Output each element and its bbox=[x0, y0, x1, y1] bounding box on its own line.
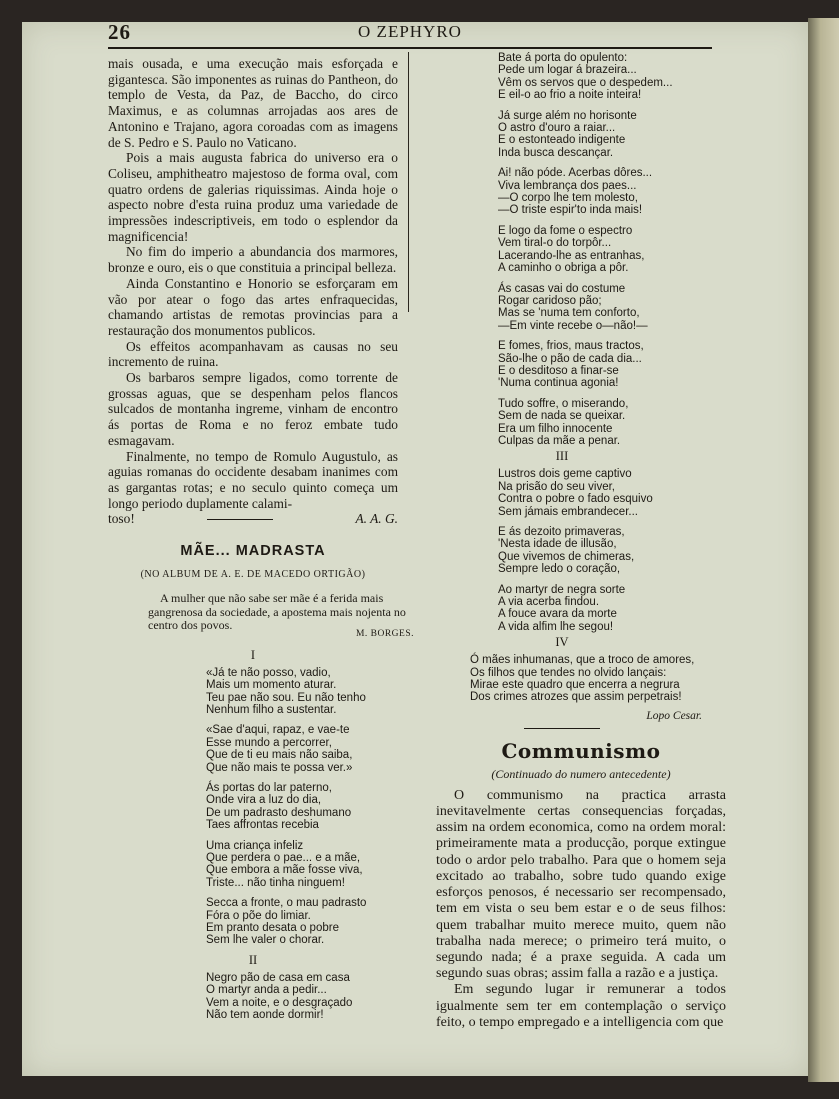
poem-line: A via acerba findou. bbox=[498, 596, 600, 609]
poem-line: 'Numa continua agonia! bbox=[498, 377, 619, 390]
poem-line: Mas se 'numa tem conforto, bbox=[498, 307, 640, 320]
poem-line: Que de ti eu mais não saiba, bbox=[206, 749, 353, 762]
poem-line: A caminho o obriga a pôr. bbox=[498, 262, 629, 275]
poem-line: Triste... não tinha ninguem! bbox=[206, 876, 345, 889]
poem-line: Que não mais te possa ver.» bbox=[206, 761, 353, 774]
poem-line: Ás casas vai do costume bbox=[498, 282, 626, 295]
poem-stanza bbox=[498, 283, 712, 333]
poem-line: Ai! não póde. Acerbas dôres... bbox=[498, 167, 653, 180]
poem-line: Sem de nada se queixar. bbox=[498, 410, 626, 423]
poem-line: A fouce avara da morte bbox=[498, 608, 617, 621]
poem-line: Tudo soffre, o miserando, bbox=[498, 397, 629, 410]
poem-part-numeral: III bbox=[555, 449, 569, 464]
poem-stanza bbox=[206, 840, 398, 890]
poem-line: Fóra o põe do limiar. bbox=[206, 909, 311, 922]
poem-part-numeral: IV bbox=[555, 635, 569, 650]
poem-line: De um padrasto deshumano bbox=[206, 806, 352, 819]
article-rome bbox=[108, 56, 398, 527]
poem-line: Que perdera o pae... e a mãe, bbox=[206, 852, 361, 864]
article-communismo bbox=[436, 739, 726, 1031]
epigraph-text: A mulher que não sabe ser mãe é a ferida mais gangrenosa da sociedade, a apostema mais nojenta no centro dos povos. bbox=[148, 591, 406, 632]
article-paragraph: Finalmente, no tempo de Romulo Augustulo, as aguias romanas do occidente desabam inanimes com as gargantas rotas; e no seculo quinto começa um longo periodo duplamente calami- bbox=[108, 448, 398, 511]
poem-line: Uma criança infeliz bbox=[206, 839, 304, 852]
last-word: toso! bbox=[108, 511, 135, 527]
poem-line: Pede um logar á brazeira... bbox=[498, 64, 637, 77]
poem-line: Sem lhe valer o chorar. bbox=[206, 934, 325, 947]
poem-line: «Sae d'aqui, rapaz, e vae-te bbox=[206, 724, 350, 737]
poem-line: Os filhos que tendes no olvido lançais: bbox=[470, 666, 667, 679]
poem-stanza bbox=[206, 667, 398, 717]
page-header bbox=[108, 20, 712, 44]
poem-stanza bbox=[498, 340, 712, 390]
poem-line: Culpas da mãe a penar. bbox=[498, 434, 621, 447]
poem-line: Em pranto desata o pobre bbox=[206, 922, 339, 935]
column-divider bbox=[408, 52, 409, 312]
poem-line: E fomes, frios, maus tractos, bbox=[498, 340, 644, 353]
poem-stanza bbox=[498, 110, 712, 160]
poem-stanza bbox=[206, 724, 398, 774]
page-number: 26 bbox=[108, 20, 131, 44]
poem-line: Nenhum filho a sustentar. bbox=[206, 703, 337, 716]
poem-part-1 bbox=[108, 667, 398, 947]
poem-signature: Lopo Cesar. bbox=[646, 709, 702, 722]
article-paragraph: mais ousada, e uma execução mais esforçada e gigantesca. São imponentes as ruinas do Pantheon, do templo de Vesta, da Paz, de Baccho, do circo Maximus, e as columnas arrojadas aos ares de Antonino e Trajano, agora coroadas com as imagens de S. Pedro e S. Paulo no Vaticano. bbox=[108, 56, 398, 150]
right-column bbox=[412, 52, 726, 1031]
poem-line: Sem jámais embrandecer... bbox=[498, 505, 638, 518]
poem-line: E logo da fome o espectro bbox=[498, 224, 633, 237]
poem-line: Mais um momento aturar. bbox=[206, 679, 337, 692]
poem-stanza bbox=[498, 468, 712, 518]
poem-line: Vem tiral-o do torpôr... bbox=[498, 237, 612, 250]
poem-line: Esse mundo a percorrer, bbox=[206, 736, 332, 749]
epigraph-author: M. BORGES. bbox=[355, 629, 414, 640]
poem-title: MÃE... MADRASTA bbox=[180, 543, 326, 560]
poem-line: Onde vira a luz do dia, bbox=[206, 794, 322, 807]
poem-line: Ao martyr de negra sorte bbox=[498, 583, 626, 596]
poem-stanza bbox=[498, 526, 712, 576]
poem-line: «Já te não posso, vadio, bbox=[206, 666, 331, 679]
poem-line: Contra o pobre o fado esquivo bbox=[498, 493, 653, 506]
poem-line: A vida alfim lhe segou! bbox=[498, 620, 614, 633]
poem-stanza bbox=[498, 584, 712, 634]
poem-line: —Em vinte recebe o—não!— bbox=[498, 319, 648, 332]
poem-stanza bbox=[206, 897, 398, 947]
poem-part-numeral: I bbox=[250, 647, 256, 662]
poem-line: Na prisão do seu viver, bbox=[498, 480, 615, 493]
poem-part-3 bbox=[412, 468, 712, 633]
poem-line: Inda busca descançar. bbox=[498, 146, 614, 159]
poem-stanza bbox=[498, 52, 712, 102]
poem-line: Que embora a mãe fosse viva, bbox=[206, 864, 363, 877]
poem-line: O astro d'ouro a raiar... bbox=[498, 122, 616, 135]
poem-line: E o estonteado indigente bbox=[498, 134, 626, 147]
article-paragraph: No fim do imperio a abundancia dos marmores, bronze e ouro, eis o que constituia a principal belleza. bbox=[108, 244, 398, 276]
poem-part-4 bbox=[412, 654, 712, 704]
poem-line: E o desditoso a finar-se bbox=[498, 364, 619, 377]
poem-stanza bbox=[498, 225, 712, 275]
article-subtitle: (Continuado do numero antecedente) bbox=[491, 766, 671, 781]
poem-line: Sempre ledo o coração, bbox=[498, 563, 621, 576]
poem-line: Vem a noite, e o desgraçado bbox=[206, 996, 353, 1009]
poem-stanza bbox=[470, 654, 712, 704]
poem-line: Secca a fronte, o mau padrasto bbox=[206, 897, 367, 910]
poem-line: Não tem aonde dormir! bbox=[206, 1009, 324, 1022]
poem-stanza bbox=[498, 398, 712, 448]
article-title: Communismo bbox=[501, 738, 661, 763]
poem-part-2 bbox=[108, 972, 398, 1022]
poem-line: Vêm os servos que o despedem... bbox=[498, 76, 673, 89]
poem-epigraph bbox=[108, 592, 418, 642]
article-signature: A. A. G. bbox=[355, 511, 398, 527]
poem-line: Rogar caridoso pão; bbox=[498, 294, 602, 307]
article-signature-line bbox=[108, 511, 398, 527]
poem-line: 'Nesta idade de illusão, bbox=[498, 538, 617, 551]
adjacent-page-edge bbox=[808, 18, 839, 1082]
poem-stanza bbox=[206, 972, 398, 1022]
poem-dedication: (NO ALBUM DE A. E. DE MACEDO ORTIGÃO) bbox=[140, 569, 366, 581]
poem-line: Lustros dois geme captivo bbox=[498, 468, 632, 481]
poem-line: Ás portas do lar paterno, bbox=[206, 781, 332, 794]
poem-line: Teu pae não sou. Eu não tenho bbox=[206, 691, 366, 704]
poem-line: Negro pão de casa em casa bbox=[206, 971, 350, 984]
poem-line: O martyr anda a pedir... bbox=[206, 984, 327, 997]
poem-line: Bate á porta do opulento: bbox=[498, 52, 628, 64]
section-separator bbox=[524, 728, 600, 729]
poem-line: E ás dezoito primaveras, bbox=[498, 526, 625, 538]
header-rule bbox=[108, 47, 712, 49]
poem-line: Já surge além no horisonte bbox=[498, 109, 637, 122]
article-paragraph: Ainda Constantino e Honorio se esforçaram em vão por atear o fogo das artes enfraquecidas, chamando artistas de remotas provincias para a restauração dos monumentos publicos. bbox=[108, 275, 398, 338]
poem-line: Era um filho innocente bbox=[498, 422, 613, 435]
poem-line: Ó mães inhumanas, que a troco de amores, bbox=[470, 654, 695, 667]
poem-line: Dos crimes atrozes que assim perpetrais! bbox=[470, 691, 682, 704]
poem-line: Lacerando-lhe as entranhas, bbox=[498, 249, 645, 262]
poem-line: —O corpo lhe tem molesto, bbox=[498, 192, 638, 205]
journal-title: O ZEPHYRO bbox=[358, 22, 462, 41]
article-paragraph: Os effeitos acompanhavam as causas no seu incremento de ruina. bbox=[108, 338, 398, 370]
poem-line: Viva lembrança dos paes... bbox=[498, 179, 637, 192]
article-paragraph: Os barbaros sempre ligados, como torrente de grossas aguas, que se despenham pelos flancos sulcados de montanha ingreme, vinham de encontro ás portas de Roma e no feroz embate tudo esmagavam. bbox=[108, 370, 398, 448]
poem-line: Mirae este quadro que encerra a negrura bbox=[470, 679, 680, 692]
poem-line: Taes affrontas recebia bbox=[206, 819, 319, 832]
article-paragraph: Pois a mais augusta fabrica do universo era o Coliseu, amphitheatro majestoso de forma oval, com quatro ordens de galerias riquissimas. Ainda hoje o aspecto nobre d'esta ruina produz uma variedade de impressões indescriptiveis, em todo o esplendor da magnificencia! bbox=[108, 150, 398, 244]
article-paragraph: Em segundo lugar ir remunerar a todos igualmente sem ter em contemplação o serviço feito, o tempo empregado e a intelligencia com que bbox=[436, 982, 726, 1030]
left-column bbox=[108, 56, 414, 1029]
poem-stanza bbox=[206, 782, 398, 832]
poem-part-2-continued bbox=[412, 52, 712, 447]
poem-line: —O triste espir'to inda mais! bbox=[498, 204, 643, 217]
signature-rule bbox=[207, 519, 273, 520]
poem-line: E eil-o ao frio a noite inteira! bbox=[498, 89, 642, 102]
article-paragraph: O communismo na practica arrasta inevitavelmente certas consequencias forçadas, assim na ordem economica, como na ordem moral: primeiramente mata a producção, porque extingue todo o ardor pelo trabalho. Para que o homem seja excitado ao trabalho, sobre tudo quando exige esforços penosos, é necessario ser recompensado, tem em vista o seu bem estar e o de seus filhos: quem trabalhar muito merece muito, quem não trabalha nada merece; o primeiro terá muito, o segundo nada; é a praxe seguida. A cada um segundo suas obras; assim falla a razão e a justiça. bbox=[436, 787, 726, 982]
poem-line: São-lhe o pão de cada dia... bbox=[498, 352, 642, 365]
poem-line: Que vivemos de chimeras, bbox=[498, 550, 635, 563]
poem-stanza bbox=[498, 167, 712, 217]
poem-part-numeral: II bbox=[248, 952, 258, 967]
